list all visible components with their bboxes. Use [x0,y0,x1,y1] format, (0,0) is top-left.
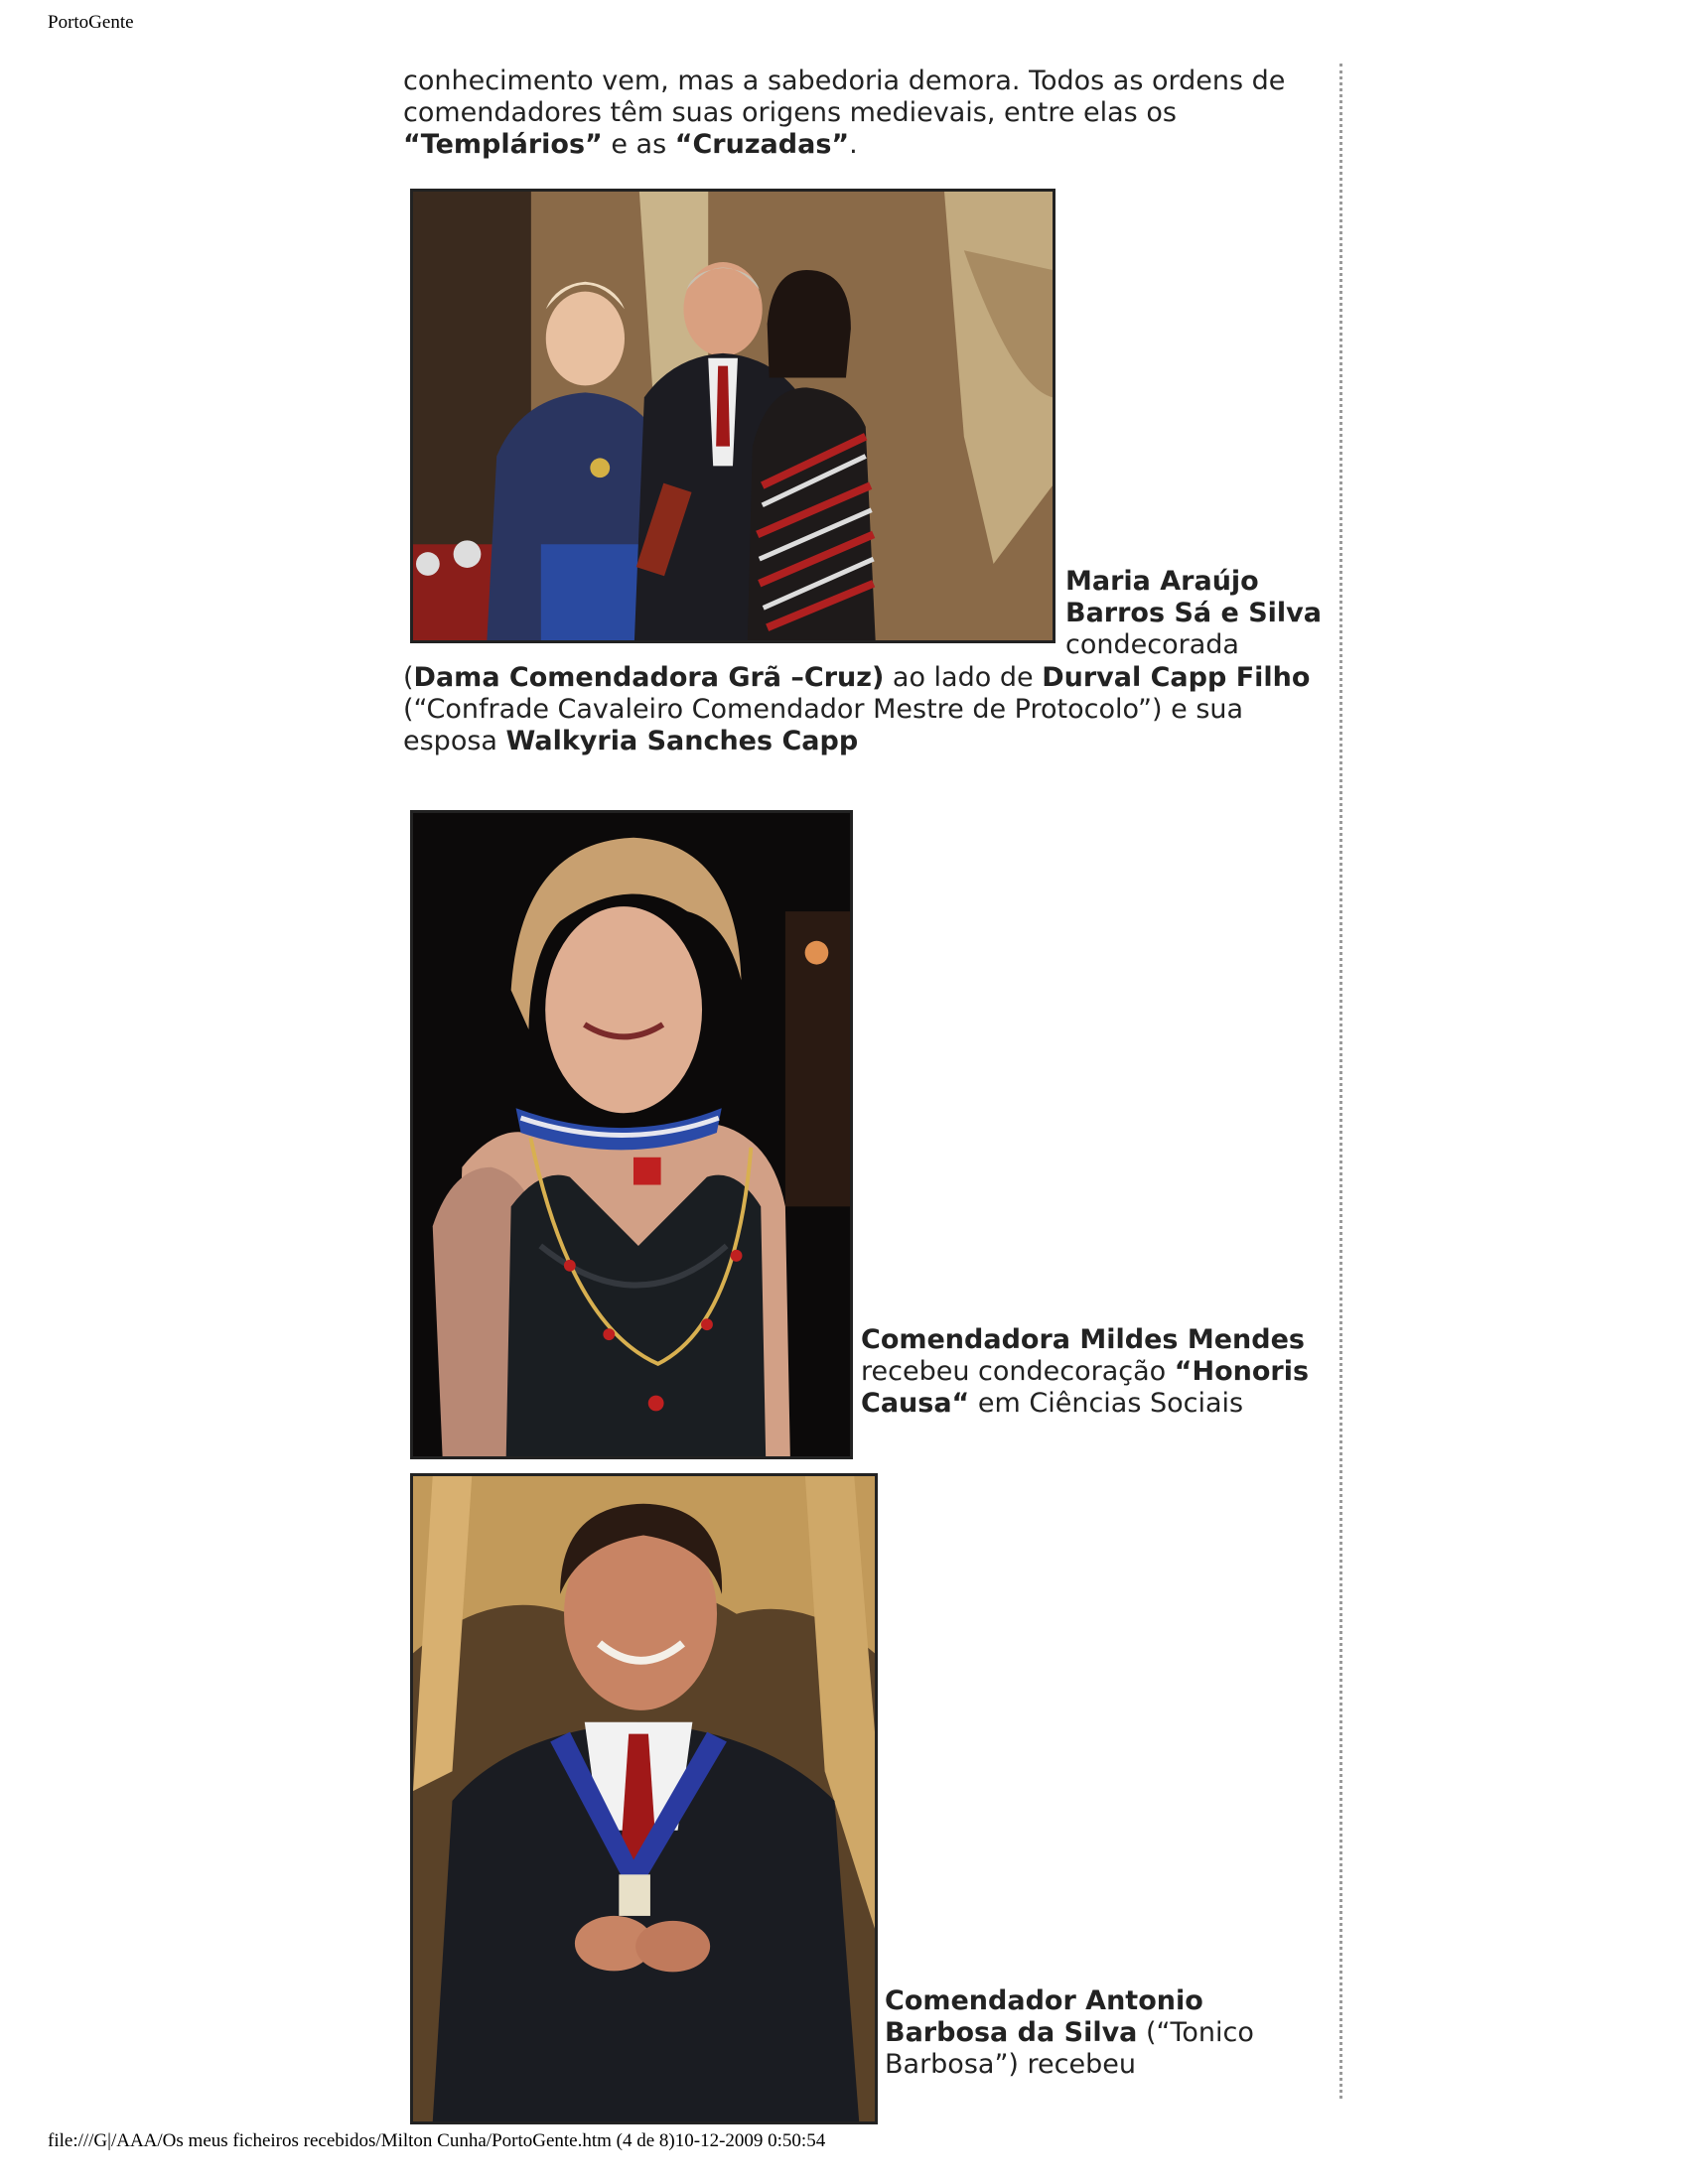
caption-2-name: Comendadora Mildes Mendes [861,1324,1305,1355]
intro-text: conhecimento vem, mas a sabedoria demora. Todos as ordens de comendadores têm suas origens medievais, entre elas os [403,66,1286,128]
caption-3-text: (“Tonico Barbosa”) recebeu [885,2017,1254,2080]
intro-paragraph [403,66,1317,161]
templarios-text: “Templários” [403,129,603,160]
intro-period: . [849,129,858,160]
caption-1-name: Maria Araújo Barros Sá e Silva [1065,566,1323,628]
caption-1-title: Dama Comendadora Grã –Cruz) [413,662,885,693]
caption-1-person-2: Durval Capp Filho [1042,662,1311,693]
caption-3-name: Comendador Antonio Barbosa da Silva [885,1985,1203,2048]
cruzadas-text: “Cruzadas” [674,129,850,160]
caption-2-text-2: em Ciências Sociais [969,1388,1244,1419]
caption-1-text: condecorada [1065,629,1239,660]
caption-2-text: recebeu condecoração [861,1356,1175,1387]
photo-group-ceremony [410,189,1055,643]
site-title: PortoGente [48,12,134,33]
caption-1-text-2: ao lado de [884,662,1043,693]
caption-2-award: “Honoris Causa“ [861,1356,1310,1419]
caption-1-side [1065,566,1334,661]
dotted-divider [1339,64,1342,2099]
intro-text-and: e as [602,129,675,160]
file-path-footer: file:///G|/AAA/Os meus ficheiros recebidos/Milton Cunha/PortoGente.htm (4 de 8)10-12-2009 0:50:54 [48,2130,826,2151]
caption-1-open-paren: ( [403,662,414,693]
caption-1-person-3: Walkyria Sanches Capp [505,726,859,756]
caption-2 [861,1324,1328,1420]
caption-1-continued [403,662,1327,757]
caption-3 [885,1985,1322,2081]
photo-antonio-barbosa [410,1473,878,2124]
photo-mildes-mendes [410,810,853,1459]
caption-1-text-3: (“Confrade Cavaleiro Comendador Mestre de Protocolo”) e sua esposa [403,694,1244,756]
